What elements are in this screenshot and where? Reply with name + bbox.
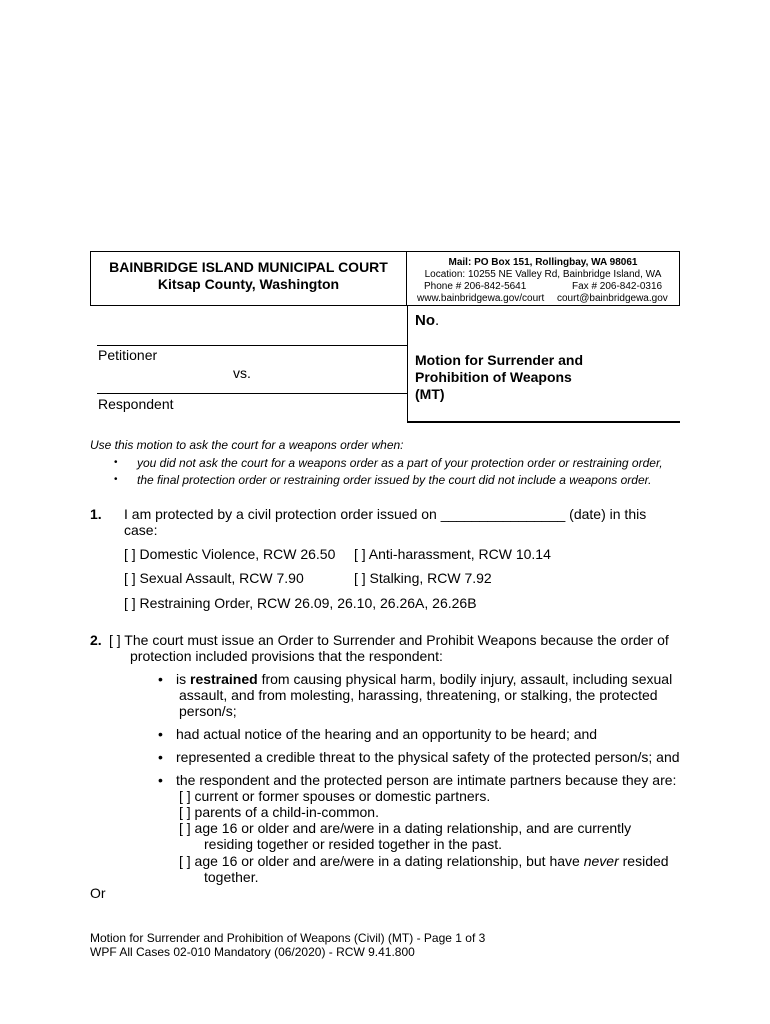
petitioner-line <box>97 345 407 346</box>
provision-notice: had actual notice of the hearing and an opportunity to be heard; and <box>176 726 598 742</box>
or-label: Or <box>90 885 106 901</box>
instruction-bullet-1: you did not ask the court for a weapons order as a part of your protection order or restraining order, <box>137 456 663 470</box>
provision-restrained: is restrained from causing physical harm, bodily injury, assault, including sexual <box>176 671 673 687</box>
section-1-text-line2: case: <box>124 522 158 538</box>
court-phone: Phone # 206-842-5641 <box>424 281 527 292</box>
bullet-icon: • <box>158 726 163 742</box>
court-email: court@bainbridgewa.gov <box>557 293 668 304</box>
bullet-icon: • <box>114 457 118 468</box>
option-restraining-order[interactable]: [ ] Restraining Order, RCW 26.09, 26.10, 26.26A, 26.26B <box>124 595 477 611</box>
footer-form-info: WPF All Cases 02-010 Mandatory (06/2020) - RCW 9.41.800 <box>90 945 415 959</box>
section-2-checkbox-line[interactable]: [ ] The court must issue an Order to Surrender and Prohibit Weapons because the order of <box>109 632 669 648</box>
court-website: www.bainbridgewa.gov/court <box>417 293 545 304</box>
instructions-intro: Use this motion to ask the court for a weapons order when: <box>90 438 404 452</box>
section-1-number: 1. <box>90 506 102 522</box>
bullet-icon: • <box>158 671 163 687</box>
option-domestic-violence[interactable]: [ ] Domestic Violence, RCW 26.50 <box>124 546 336 562</box>
case-number-label: No. <box>415 312 440 329</box>
court-location: Location: 10255 NE Valley Rd, Bainbridge Island, WA <box>424 269 662 280</box>
bullet-icon: • <box>158 749 163 765</box>
motion-title-line2: Prohibition of Weapons <box>415 369 572 385</box>
provision-restrained-line2: assault, and from molesting, harassing, threatening, or stalking, the protected <box>179 687 658 703</box>
court-contact-box <box>407 251 680 306</box>
option-dating-residing-line2: residing together or resided together in the past. <box>204 836 503 852</box>
motion-title-line1: Motion for Surrender and <box>415 352 583 368</box>
court-fax: Fax # 206-842-0316 <box>572 281 663 292</box>
section-1-text-line1: I am protected by a civil protection order issued on ________________ (date) in this <box>124 506 647 522</box>
respondent-line <box>97 393 407 394</box>
provision-threat: represented a credible threat to the physical safety of the protected person/s; and <box>176 749 680 765</box>
court-name: BAINBRIDGE ISLAND MUNICIPAL COURT <box>109 259 388 275</box>
motion-title-line3: (MT) <box>415 386 445 402</box>
bullet-icon: • <box>114 474 118 485</box>
option-spouses[interactable]: [ ] current or former spouses or domestic partners. <box>179 788 491 804</box>
option-dating-residing[interactable]: [ ] age 16 or older and are/were in a dating relationship, and are currently <box>179 820 632 836</box>
section-2-text-line2: protection included provisions that the respondent: <box>130 648 443 664</box>
caption-divider <box>407 306 408 422</box>
option-sexual-assault[interactable]: [ ] Sexual Assault, RCW 7.90 <box>124 570 304 586</box>
court-name-box <box>90 251 407 306</box>
petitioner-label: Petitioner <box>98 347 158 363</box>
option-anti-harassment[interactable]: [ ] Anti-harassment, RCW 10.14 <box>354 546 551 562</box>
option-stalking[interactable]: [ ] Stalking, RCW 7.92 <box>354 570 492 586</box>
section-2-number: 2. <box>90 632 102 648</box>
court-mail: Mail: PO Box 151, Rollingbay, WA 98061 <box>448 257 638 268</box>
provision-intimate-partners: the respondent and the protected person are intimate partners because they are: <box>176 772 677 788</box>
option-dating-never-resided[interactable]: [ ] age 16 or older and are/were in a dating relationship, but have never resided <box>179 853 669 869</box>
court-county: Kitsap County, Washington <box>157 276 340 292</box>
bullet-icon: • <box>158 772 163 788</box>
provision-restrained-line3: person/s; <box>179 703 237 719</box>
option-parents[interactable]: [ ] parents of a child-in-common. <box>179 804 379 820</box>
instruction-bullet-2: the final protection order or restraining order issued by the court did not include a weapons order. <box>137 473 652 487</box>
vs-label: vs. <box>233 365 251 381</box>
respondent-label: Respondent <box>98 396 174 412</box>
caption-bottom-rule <box>407 421 680 423</box>
footer-title: Motion for Surrender and Prohibition of Weapons (Civil) (MT) - Page 1 of 3 <box>90 931 486 945</box>
option-dating-never-resided-line2: together. <box>204 869 259 885</box>
